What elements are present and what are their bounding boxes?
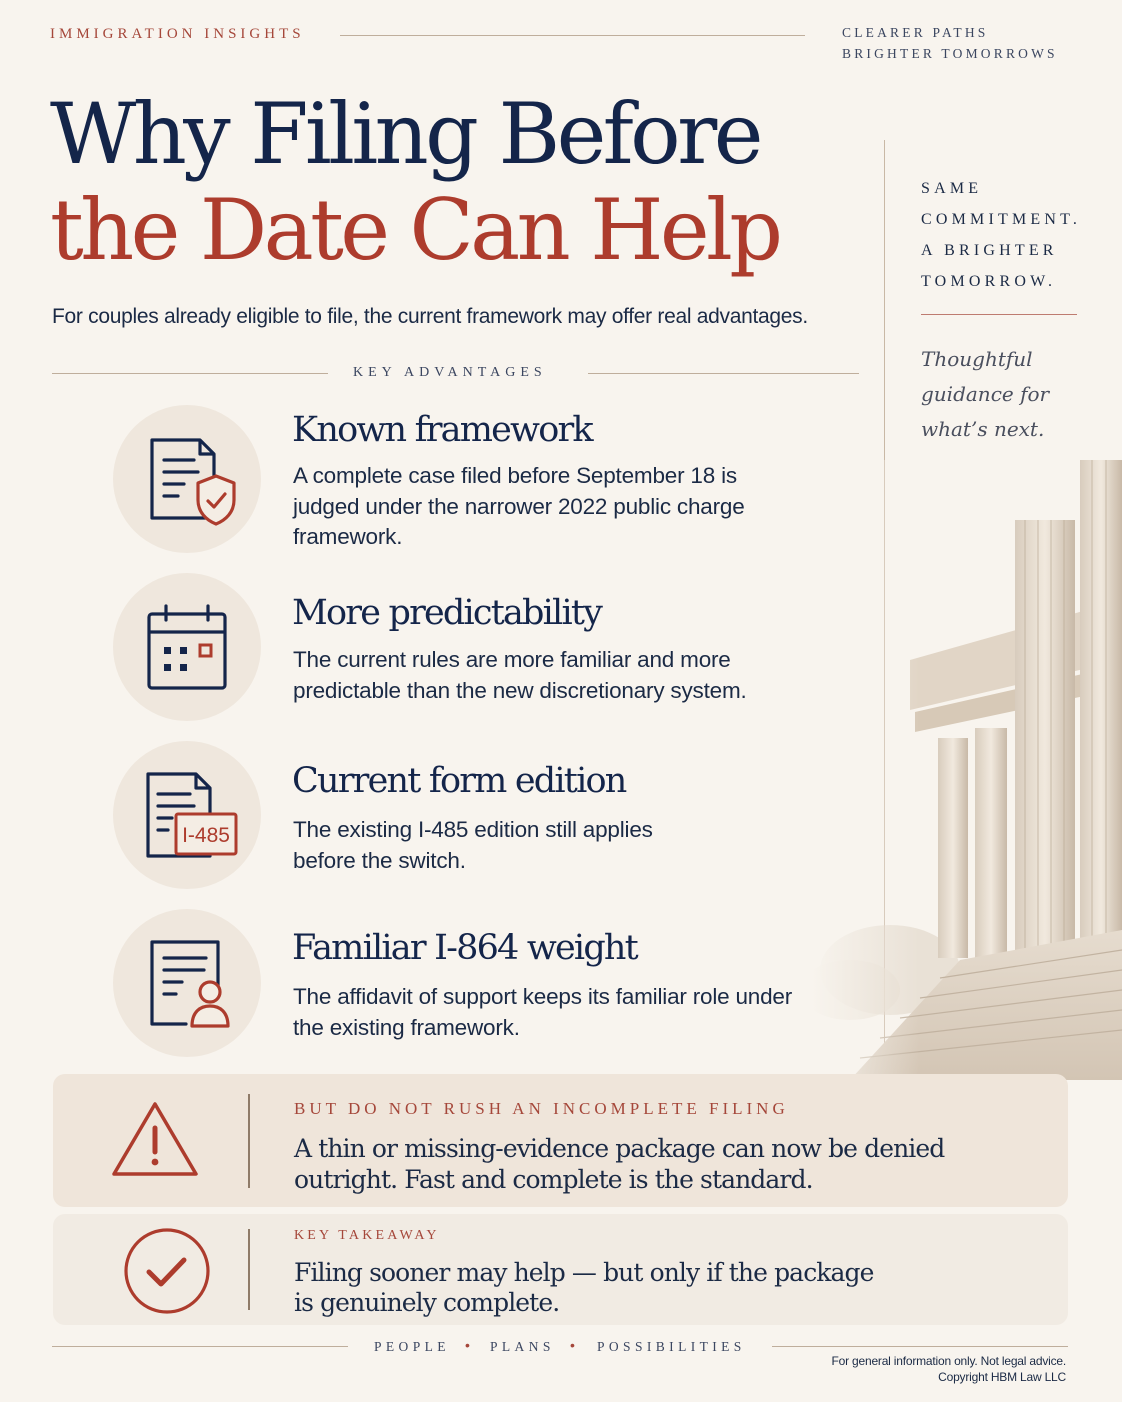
advantage-title: Known framework	[292, 410, 592, 450]
header-divider	[340, 35, 805, 36]
advantage-title: Familiar I-864 weight	[292, 928, 637, 968]
advantage-body: The existing I-485 edition still applies before the switch.	[293, 817, 653, 873]
motto-line: A BRIGHTER	[921, 242, 1058, 259]
copyright-line: Copyright HBM Law LLC	[938, 1370, 1066, 1384]
italic-line: guidance for	[921, 382, 1050, 406]
tagline	[842, 22, 1058, 64]
warning-text-line: outright. Fast and complete is the standard.	[294, 1165, 813, 1194]
section-label: KEY ADVANTAGES	[353, 365, 547, 380]
page-title-line-2: the Date Can Help	[50, 181, 780, 279]
document-shield-icon	[132, 424, 242, 534]
italic-line: Thoughtful	[921, 347, 1033, 371]
footer-word: POSSIBILITIES	[597, 1339, 746, 1354]
sidebar-rule	[921, 314, 1077, 315]
footer-rule-right	[772, 1346, 1068, 1347]
advantage-body: The current rules are more familiar and more predictable than the new discretionary system.	[293, 647, 747, 703]
panel-divider	[248, 1094, 250, 1188]
advantage-title: Current form edition	[292, 761, 626, 801]
courthouse-column-illustration	[810, 460, 1122, 1080]
subtitle: For couples already eligible to file, the current framework may offer real advantages.	[52, 305, 808, 328]
form-i485-icon	[132, 760, 242, 870]
check-circle-icon	[122, 1226, 212, 1316]
footer-separator: •	[570, 1337, 575, 1353]
advantage-title: More predictability	[292, 593, 602, 633]
italic-line: what’s next.	[921, 417, 1045, 441]
takeaway-text-line: Filing sooner may help — but only if the package	[294, 1258, 874, 1287]
sidebar-italic	[921, 342, 1049, 447]
warning-kicker: BUT DO NOT RUSH AN INCOMPLETE FILING	[294, 1099, 789, 1118]
page-title-line-1: Why Filing Before	[50, 85, 760, 183]
advantage-body: The affidavit of support keeps its familiar role under the existing framework.	[293, 984, 793, 1040]
tagline-line: BRIGHTER TOMORROWS	[842, 46, 1058, 61]
tagline-line: CLEARER PATHS	[842, 25, 989, 40]
warning-triangle-icon	[110, 1100, 200, 1178]
takeaway-text-line: is genuinely complete.	[294, 1288, 560, 1317]
calendar-icon	[132, 592, 242, 702]
footer-rule-left	[52, 1346, 348, 1347]
section-rule-left	[52, 373, 328, 374]
i485-badge-text: I-485	[182, 824, 230, 847]
motto-line: COMMITMENT.	[921, 211, 1082, 228]
footer-separator: •	[465, 1337, 470, 1353]
footer-word: PLANS	[490, 1339, 555, 1354]
takeaway-kicker: KEY TAKEAWAY	[294, 1228, 440, 1243]
motto-line: TOMORROW.	[921, 273, 1057, 290]
motto-line: SAME	[921, 180, 983, 197]
disclaimer-line: For general information only. Not legal advice.	[831, 1354, 1066, 1368]
document-person-icon	[132, 928, 242, 1038]
advantage-body: A complete case filed before September 18 is judged under the narrower 2022 public charge framework.	[293, 463, 745, 549]
sidebar-motto	[921, 173, 1081, 297]
disclaimer	[831, 1353, 1066, 1385]
footer-word: PEOPLE	[374, 1339, 450, 1354]
warning-text-line: A thin or missing-evidence package can now be denied	[294, 1134, 945, 1163]
section-rule-right	[588, 373, 859, 374]
panel-divider	[248, 1229, 250, 1310]
eyebrow: IMMIGRATION INSIGHTS	[50, 26, 305, 42]
